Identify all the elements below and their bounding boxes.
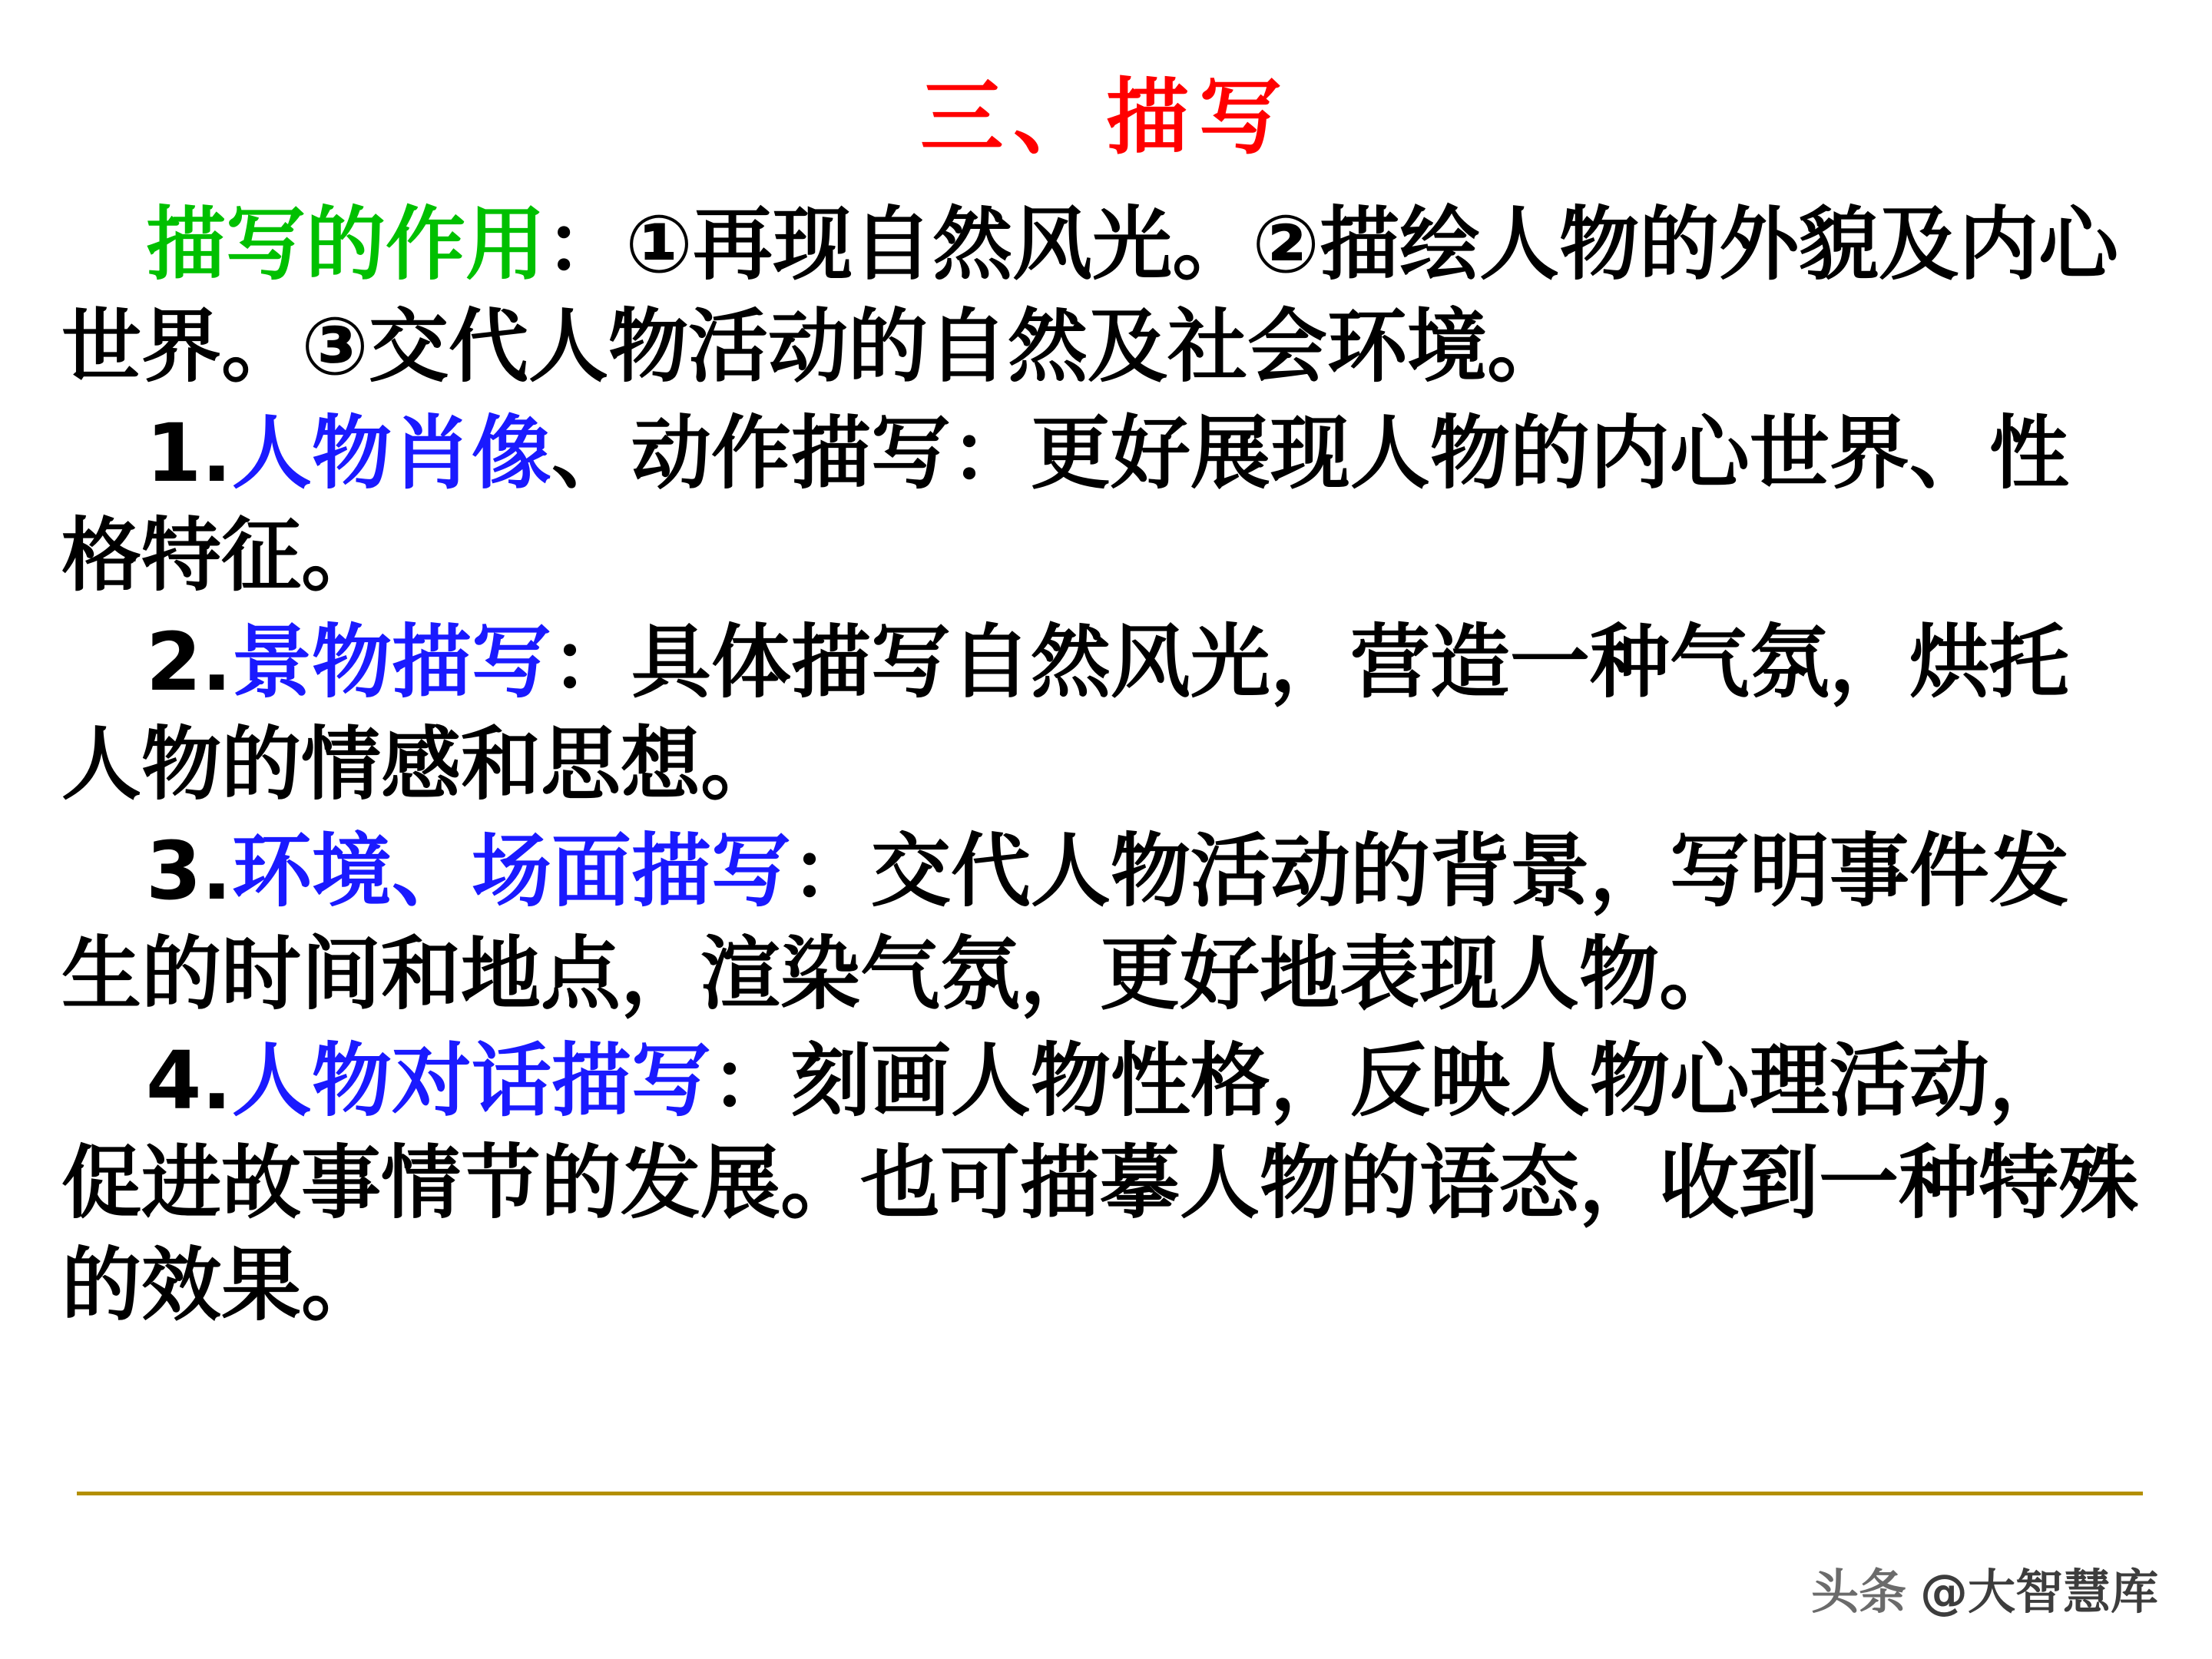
item-2-number: 2. xyxy=(146,615,232,710)
item-4-number: 4. xyxy=(146,1033,232,1128)
item-2-text: ：具体描写自然风光，营造一种气氛，烘托人物的情感和思想。 xyxy=(61,615,2069,812)
lead-label-item-2: 景物描写 xyxy=(231,615,551,710)
paragraph-purpose xyxy=(61,194,2143,398)
strikethrough-rule xyxy=(77,1492,2143,1495)
paragraph-item-2 xyxy=(61,611,2143,816)
item-3-number: 3. xyxy=(146,824,232,919)
paragraph-item-1 xyxy=(61,402,2143,607)
paragraph-item-3 xyxy=(61,820,2143,1025)
paragraph-purpose-text: ：①再现自然风光。②描绘人物的外貌及内心世界。③交代人物活动的自然及社会环境。 xyxy=(61,197,2119,393)
item-1-number: 1. xyxy=(146,406,232,501)
watermark xyxy=(1811,1554,2158,1622)
slide-body xyxy=(0,194,2212,1336)
paragraph-item-4 xyxy=(61,1030,2143,1336)
lead-label-item-1: 人物肖像 xyxy=(231,406,551,501)
item-1-text: 、动作描写：更好展现人物的内心世界、性格特征。 xyxy=(61,406,2069,603)
item-3-text: ：交代人物活动的背景，写明事件发生的时间和地点，渲染气氛，更好地表现人物。 xyxy=(61,824,2069,1021)
lead-label-item-4: 人物对话描写 xyxy=(231,1033,711,1128)
lead-label-purpose: 描写的作用 xyxy=(146,197,546,291)
lead-label-item-3: 环境、场面描写 xyxy=(231,824,791,919)
watermark-brand: 头条 xyxy=(1810,1564,1906,1620)
page-title: 三、描写 xyxy=(920,70,1292,166)
item-4-text: ：刻画人物性格，反映人物心理活动，促进故事情节的发展。也可描摹人物的语态，收到一种特殊的效果。 xyxy=(61,1033,2139,1332)
watermark-account: @大智慧库 xyxy=(1919,1564,2158,1620)
